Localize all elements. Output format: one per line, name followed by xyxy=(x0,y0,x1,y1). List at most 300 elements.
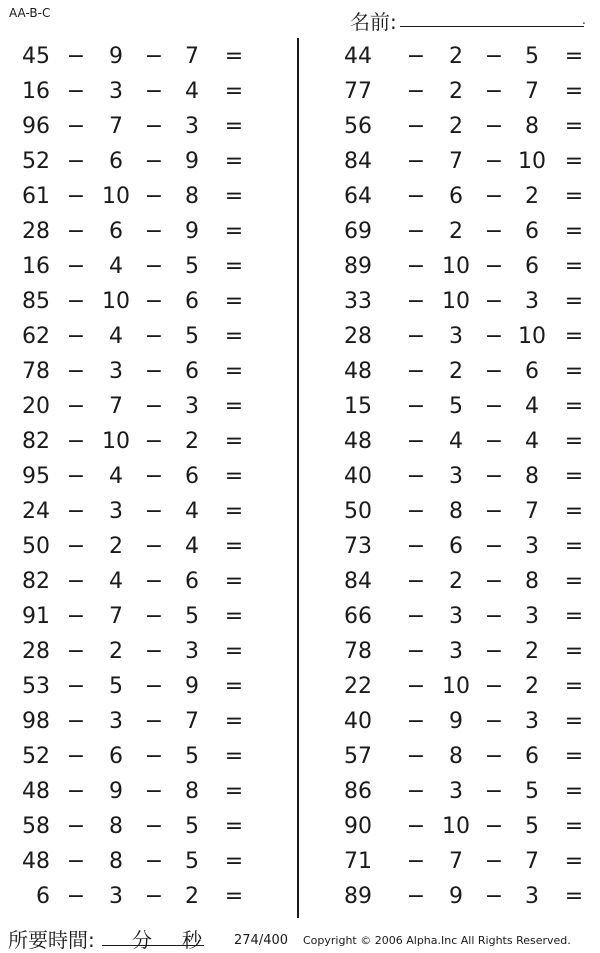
minus-sign: − xyxy=(406,744,426,769)
minus-sign: − xyxy=(144,219,164,244)
equals-sign: = xyxy=(224,184,244,209)
minuend: 15 xyxy=(344,394,372,419)
subtrahend-2: 6 xyxy=(185,289,199,314)
subtrahend-2: 8 xyxy=(525,464,539,489)
subtrahend-2: 7 xyxy=(185,44,199,69)
minus-sign: − xyxy=(484,779,504,804)
equals-sign: = xyxy=(564,219,584,244)
equals-sign: = xyxy=(224,394,244,419)
minus-sign: − xyxy=(66,674,86,699)
minus-sign: − xyxy=(66,744,86,769)
minus-sign: − xyxy=(484,849,504,874)
equals-sign: = xyxy=(224,604,244,629)
equals-sign: = xyxy=(564,604,584,629)
minus-sign: − xyxy=(144,394,164,419)
minus-sign: − xyxy=(406,149,426,174)
minus-sign: − xyxy=(66,604,86,629)
problem-row xyxy=(0,564,260,599)
equals-sign: = xyxy=(224,814,244,839)
page-number: 274/400 xyxy=(234,933,289,948)
minus-sign: − xyxy=(144,674,164,699)
subtrahend-1: 3 xyxy=(449,604,463,629)
subtrahend-2: 2 xyxy=(525,184,539,209)
subtrahend-2: 3 xyxy=(185,114,199,139)
problem-row xyxy=(340,109,600,144)
equals-sign: = xyxy=(564,499,584,524)
minuend: 45 xyxy=(22,44,50,69)
problem-row xyxy=(0,844,260,879)
problem-row xyxy=(340,144,600,179)
subtrahend-1: 6 xyxy=(449,184,463,209)
minuend: 77 xyxy=(344,79,372,104)
minuend: 22 xyxy=(344,674,372,699)
subtrahend-2: 5 xyxy=(185,849,199,874)
equals-sign: = xyxy=(224,534,244,559)
equals-sign: = xyxy=(564,289,584,314)
minus-sign: − xyxy=(484,394,504,419)
subtrahend-1: 7 xyxy=(109,394,123,419)
minus-sign: − xyxy=(406,79,426,104)
minuend: 52 xyxy=(22,149,50,174)
minuend: 89 xyxy=(344,254,372,279)
minuend: 96 xyxy=(22,114,50,139)
equals-sign: = xyxy=(564,464,584,489)
equals-sign: = xyxy=(564,814,584,839)
minus-sign: − xyxy=(66,569,86,594)
subtrahend-2: 9 xyxy=(185,219,199,244)
minuend: 53 xyxy=(22,674,50,699)
minus-sign: − xyxy=(406,464,426,489)
subtrahend-1: 8 xyxy=(109,849,123,874)
problem-row xyxy=(0,669,260,704)
worksheet-code: AA-B-C xyxy=(9,6,51,20)
minus-sign: − xyxy=(406,569,426,594)
minus-sign: − xyxy=(66,464,86,489)
minus-sign: − xyxy=(484,44,504,69)
minus-sign: − xyxy=(144,884,164,909)
minuend: 28 xyxy=(22,219,50,244)
subtrahend-1: 2 xyxy=(449,114,463,139)
minus-sign: − xyxy=(66,79,86,104)
minuend: 73 xyxy=(344,534,372,559)
minus-sign: − xyxy=(66,149,86,174)
subtrahend-2: 3 xyxy=(525,604,539,629)
minuend: 48 xyxy=(22,779,50,804)
problem-row xyxy=(0,284,260,319)
minuend: 50 xyxy=(22,534,50,559)
minus-sign: − xyxy=(66,324,86,349)
subtrahend-2: 5 xyxy=(185,814,199,839)
equals-sign: = xyxy=(564,254,584,279)
minus-sign: − xyxy=(66,709,86,734)
minus-sign: − xyxy=(406,394,426,419)
minuend: 78 xyxy=(22,359,50,384)
equals-sign: = xyxy=(224,429,244,454)
minus-sign: − xyxy=(144,184,164,209)
problem-row xyxy=(340,214,600,249)
subtrahend-1: 2 xyxy=(449,569,463,594)
subtrahend-1: 2 xyxy=(109,639,123,664)
minuend: 84 xyxy=(344,569,372,594)
problem-row xyxy=(0,144,260,179)
minuend: 89 xyxy=(344,884,372,909)
name-field[interactable] xyxy=(400,26,584,27)
minus-sign: − xyxy=(66,499,86,524)
minuend: 16 xyxy=(22,254,50,279)
minus-sign: − xyxy=(406,849,426,874)
subtrahend-1: 3 xyxy=(449,639,463,664)
subtrahend-1: 4 xyxy=(109,569,123,594)
subtrahend-1: 3 xyxy=(449,324,463,349)
minus-sign: − xyxy=(484,709,504,734)
equals-sign: = xyxy=(224,884,244,909)
subtrahend-2: 6 xyxy=(525,744,539,769)
problem-row xyxy=(340,389,600,424)
subtrahend-2: 6 xyxy=(525,254,539,279)
problem-column-left xyxy=(0,39,260,914)
subtrahend-1: 10 xyxy=(442,814,470,839)
minus-sign: − xyxy=(66,814,86,839)
minuend: 16 xyxy=(22,79,50,104)
minus-sign: − xyxy=(406,639,426,664)
problem-row xyxy=(340,424,600,459)
subtrahend-2: 3 xyxy=(185,639,199,664)
problem-row xyxy=(340,809,600,844)
problem-row xyxy=(0,599,260,634)
subtrahend-2: 2 xyxy=(185,884,199,909)
equals-sign: = xyxy=(224,44,244,69)
minus-sign: − xyxy=(406,779,426,804)
problem-row xyxy=(0,319,260,354)
problem-row xyxy=(340,879,600,914)
subtrahend-2: 10 xyxy=(518,324,546,349)
minuend: 33 xyxy=(344,289,372,314)
subtrahend-1: 7 xyxy=(449,849,463,874)
equals-sign: = xyxy=(224,324,244,349)
subtrahend-1: 8 xyxy=(449,744,463,769)
minuend: 40 xyxy=(344,464,372,489)
equals-sign: = xyxy=(564,394,584,419)
equals-sign: = xyxy=(564,709,584,734)
minuend: 86 xyxy=(344,779,372,804)
minus-sign: − xyxy=(66,289,86,314)
minus-sign: − xyxy=(484,639,504,664)
subtrahend-2: 8 xyxy=(525,114,539,139)
minus-sign: − xyxy=(484,499,504,524)
subtrahend-2: 5 xyxy=(185,324,199,349)
minuend: 62 xyxy=(22,324,50,349)
minus-sign: − xyxy=(144,254,164,279)
minuend: 78 xyxy=(344,639,372,664)
subtrahend-2: 5 xyxy=(185,744,199,769)
subtrahend-1: 3 xyxy=(109,709,123,734)
problem-row xyxy=(0,704,260,739)
subtrahend-2: 6 xyxy=(185,464,199,489)
equals-sign: = xyxy=(224,569,244,594)
minus-sign: − xyxy=(144,429,164,454)
minus-sign: − xyxy=(484,254,504,279)
minus-sign: − xyxy=(406,884,426,909)
equals-sign: = xyxy=(564,569,584,594)
equals-sign: = xyxy=(224,359,244,384)
equals-sign: = xyxy=(564,359,584,384)
subtrahend-2: 8 xyxy=(185,184,199,209)
problem-row xyxy=(0,459,260,494)
minus-sign: − xyxy=(144,149,164,174)
subtrahend-2: 5 xyxy=(185,254,199,279)
problem-row xyxy=(340,564,600,599)
subtrahend-1: 3 xyxy=(109,359,123,384)
subtrahend-2: 2 xyxy=(185,429,199,454)
subtrahend-1: 9 xyxy=(109,779,123,804)
problem-row xyxy=(0,739,260,774)
minuend: 66 xyxy=(344,604,372,629)
subtrahend-1: 7 xyxy=(109,604,123,629)
equals-sign: = xyxy=(224,289,244,314)
minus-sign: − xyxy=(66,534,86,559)
minus-sign: − xyxy=(406,219,426,244)
subtrahend-1: 3 xyxy=(109,499,123,524)
equals-sign: = xyxy=(564,114,584,139)
subtrahend-2: 7 xyxy=(525,849,539,874)
minus-sign: − xyxy=(406,114,426,139)
subtrahend-1: 4 xyxy=(109,324,123,349)
minuend: 95 xyxy=(22,464,50,489)
subtrahend-1: 10 xyxy=(102,289,130,314)
problem-row xyxy=(0,179,260,214)
minus-sign: − xyxy=(484,289,504,314)
problem-row xyxy=(0,389,260,424)
minuend: 91 xyxy=(22,604,50,629)
problem-row xyxy=(340,354,600,389)
problem-row xyxy=(340,599,600,634)
problem-row xyxy=(340,739,600,774)
subtrahend-1: 7 xyxy=(449,149,463,174)
equals-sign: = xyxy=(224,114,244,139)
subtrahend-1: 6 xyxy=(109,149,123,174)
minus-sign: − xyxy=(406,324,426,349)
minuend: 48 xyxy=(344,359,372,384)
equals-sign: = xyxy=(224,639,244,664)
minuend: 28 xyxy=(22,639,50,664)
minus-sign: − xyxy=(484,604,504,629)
minus-sign: − xyxy=(144,744,164,769)
minus-sign: − xyxy=(484,534,504,559)
minuend: 85 xyxy=(22,289,50,314)
problem-row xyxy=(0,494,260,529)
subtrahend-2: 4 xyxy=(185,534,199,559)
minus-sign: − xyxy=(144,359,164,384)
minuend: 40 xyxy=(344,709,372,734)
subtrahend-2: 6 xyxy=(525,219,539,244)
subtrahend-1: 10 xyxy=(102,429,130,454)
subtrahend-1: 5 xyxy=(109,674,123,699)
equals-sign: = xyxy=(564,849,584,874)
subtrahend-2: 8 xyxy=(525,569,539,594)
minus-sign: − xyxy=(484,884,504,909)
subtrahend-1: 3 xyxy=(449,779,463,804)
subtrahend-2: 7 xyxy=(525,499,539,524)
minuend: 82 xyxy=(22,429,50,454)
minuend: 57 xyxy=(344,744,372,769)
problem-column-right xyxy=(340,39,600,914)
minus-sign: − xyxy=(144,814,164,839)
equals-sign: = xyxy=(564,884,584,909)
minus-sign: − xyxy=(484,184,504,209)
problem-row xyxy=(340,704,600,739)
equals-sign: = xyxy=(564,44,584,69)
minus-sign: − xyxy=(484,744,504,769)
seconds-label: 秒 xyxy=(182,928,202,952)
subtrahend-2: 10 xyxy=(518,149,546,174)
minus-sign: − xyxy=(406,44,426,69)
subtrahend-2: 8 xyxy=(185,779,199,804)
problem-row xyxy=(340,774,600,809)
subtrahend-2: 9 xyxy=(185,674,199,699)
minus-sign: − xyxy=(66,779,86,804)
subtrahend-1: 4 xyxy=(109,464,123,489)
minuend: 58 xyxy=(22,814,50,839)
minus-sign: − xyxy=(66,359,86,384)
problem-row xyxy=(0,249,260,284)
equals-sign: = xyxy=(224,744,244,769)
equals-sign: = xyxy=(564,534,584,559)
minutes-label: 分 xyxy=(132,928,152,952)
minus-sign: − xyxy=(484,114,504,139)
subtrahend-2: 5 xyxy=(525,814,539,839)
minus-sign: − xyxy=(484,79,504,104)
minuend: 48 xyxy=(22,849,50,874)
problem-row xyxy=(340,249,600,284)
subtrahend-1: 3 xyxy=(109,884,123,909)
minus-sign: − xyxy=(406,709,426,734)
problem-row xyxy=(340,634,600,669)
minuend: 28 xyxy=(344,324,372,349)
subtrahend-2: 7 xyxy=(185,709,199,734)
problem-row xyxy=(340,179,600,214)
minuend: 56 xyxy=(344,114,372,139)
subtrahend-2: 5 xyxy=(525,44,539,69)
subtrahend-1: 2 xyxy=(449,219,463,244)
subtrahend-1: 3 xyxy=(449,464,463,489)
subtrahend-1: 9 xyxy=(449,884,463,909)
minuend: 90 xyxy=(344,814,372,839)
subtrahend-1: 4 xyxy=(449,429,463,454)
minus-sign: − xyxy=(484,219,504,244)
minuend: 98 xyxy=(22,709,50,734)
minus-sign: − xyxy=(484,569,504,594)
subtrahend-2: 6 xyxy=(185,569,199,594)
minus-sign: − xyxy=(484,429,504,454)
equals-sign: = xyxy=(224,254,244,279)
equals-sign: = xyxy=(224,219,244,244)
subtrahend-1: 8 xyxy=(449,499,463,524)
minus-sign: − xyxy=(66,44,86,69)
equals-sign: = xyxy=(564,184,584,209)
minuend: 69 xyxy=(344,219,372,244)
subtrahend-2: 2 xyxy=(525,674,539,699)
subtrahend-1: 3 xyxy=(109,79,123,104)
minus-sign: − xyxy=(144,779,164,804)
problem-row xyxy=(340,494,600,529)
subtrahend-1: 8 xyxy=(109,814,123,839)
subtrahend-2: 7 xyxy=(525,79,539,104)
minus-sign: − xyxy=(66,184,86,209)
minus-sign: − xyxy=(144,289,164,314)
problem-row xyxy=(0,634,260,669)
equals-sign: = xyxy=(564,744,584,769)
minuend: 82 xyxy=(22,569,50,594)
subtrahend-2: 4 xyxy=(185,79,199,104)
minus-sign: − xyxy=(144,44,164,69)
minus-sign: − xyxy=(484,359,504,384)
subtrahend-2: 6 xyxy=(185,359,199,384)
minus-sign: − xyxy=(144,639,164,664)
equals-sign: = xyxy=(224,79,244,104)
problem-row xyxy=(0,39,260,74)
minus-sign: − xyxy=(144,79,164,104)
subtrahend-2: 6 xyxy=(525,359,539,384)
equals-sign: = xyxy=(224,709,244,734)
subtrahend-1: 10 xyxy=(102,184,130,209)
column-divider xyxy=(297,38,299,918)
minus-sign: − xyxy=(144,534,164,559)
minus-sign: − xyxy=(484,814,504,839)
subtrahend-1: 6 xyxy=(109,744,123,769)
minus-sign: − xyxy=(144,499,164,524)
minus-sign: − xyxy=(406,359,426,384)
minus-sign: − xyxy=(484,149,504,174)
name-label: 名前: xyxy=(350,10,397,34)
subtrahend-1: 5 xyxy=(449,394,463,419)
minuend: 71 xyxy=(344,849,372,874)
equals-sign: = xyxy=(564,324,584,349)
subtrahend-1: 6 xyxy=(449,534,463,559)
problem-row xyxy=(0,774,260,809)
minus-sign: − xyxy=(144,569,164,594)
subtrahend-1: 2 xyxy=(449,359,463,384)
copyright: Copyright © 2006 Alpha.Inc All Rights Reserved. xyxy=(303,934,571,947)
minuend: 64 xyxy=(344,184,372,209)
problem-row xyxy=(0,214,260,249)
time-label: 所要時間: xyxy=(8,928,95,952)
equals-sign: = xyxy=(564,779,584,804)
subtrahend-2: 3 xyxy=(525,534,539,559)
subtrahend-1: 2 xyxy=(109,534,123,559)
problem-row xyxy=(0,354,260,389)
minus-sign: − xyxy=(484,674,504,699)
subtrahend-2: 4 xyxy=(525,394,539,419)
problem-row xyxy=(340,529,600,564)
minuend: 24 xyxy=(22,499,50,524)
minus-sign: − xyxy=(144,464,164,489)
minus-sign: − xyxy=(66,254,86,279)
minus-sign: − xyxy=(66,849,86,874)
subtrahend-1: 2 xyxy=(449,79,463,104)
minus-sign: − xyxy=(66,394,86,419)
minus-sign: − xyxy=(144,114,164,139)
subtrahend-1: 10 xyxy=(442,289,470,314)
subtrahend-1: 9 xyxy=(449,709,463,734)
problem-row xyxy=(0,809,260,844)
subtrahend-1: 4 xyxy=(109,254,123,279)
minuend: 20 xyxy=(22,394,50,419)
equals-sign: = xyxy=(224,464,244,489)
minus-sign: − xyxy=(406,254,426,279)
problem-row xyxy=(0,424,260,459)
equals-sign: = xyxy=(564,149,584,174)
minus-sign: − xyxy=(66,429,86,454)
